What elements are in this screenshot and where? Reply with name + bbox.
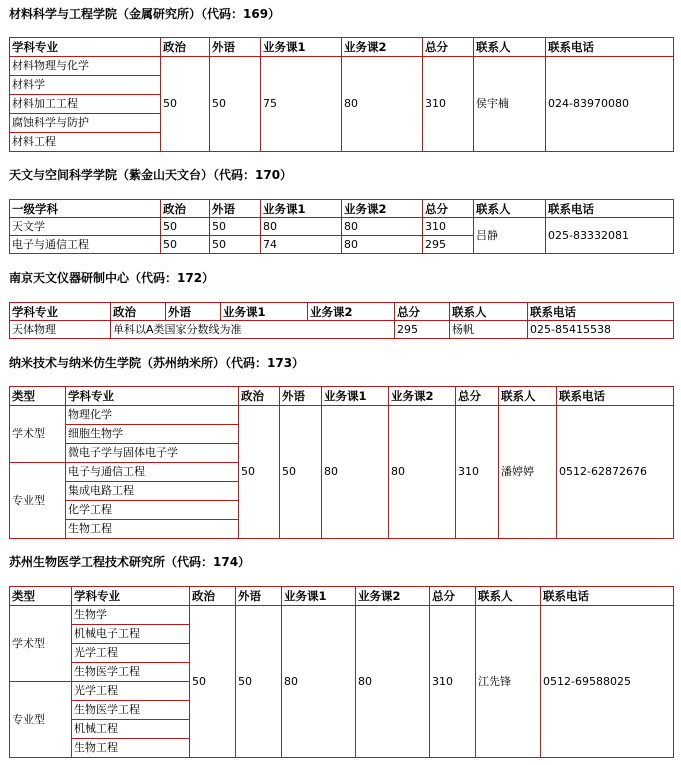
major-cell: 天体物理 xyxy=(10,321,111,339)
major-cell: 材料加工工程 xyxy=(10,95,161,114)
course1-score: 75 xyxy=(261,57,342,152)
course1-score: 80 xyxy=(261,218,342,236)
major-cell: 生物医学工程 xyxy=(72,701,190,720)
language-score: 50 xyxy=(210,236,261,254)
major-cell: 光学工程 xyxy=(72,644,190,663)
header-cell: 业务课1 xyxy=(221,303,308,321)
header-cell: 业务课1 xyxy=(261,38,342,57)
contact-person: 吕静 xyxy=(474,218,546,254)
politics-score: 50 xyxy=(239,406,280,539)
header-cell: 一级学科 xyxy=(10,200,161,218)
header-cell: 政治 xyxy=(239,387,280,406)
major-cell: 材料物理与化学 xyxy=(10,57,161,76)
contact-person: 潘婷婷 xyxy=(499,406,557,539)
section-title-172: 南京天文仪器研制中心（代码：172） xyxy=(9,271,215,285)
contact-person: 江先锋 xyxy=(476,606,541,758)
score-table-173 xyxy=(9,386,674,539)
total-score: 295 xyxy=(423,236,474,254)
language-score: 50 xyxy=(236,606,282,758)
course2-score: 80 xyxy=(342,236,423,254)
header-cell: 类型 xyxy=(10,587,72,606)
type-academic: 学术型 xyxy=(10,406,66,463)
major-cell: 生物医学工程 xyxy=(72,663,190,682)
type-professional: 专业型 xyxy=(10,463,66,539)
major-cell: 细胞生物学 xyxy=(66,425,239,444)
major-cell: 光学工程 xyxy=(72,682,190,701)
language-score: 50 xyxy=(210,57,261,152)
header-cell: 联系人 xyxy=(474,200,546,218)
contact-person: 侯宇楠 xyxy=(474,57,546,152)
major-cell: 电子与通信工程 xyxy=(66,463,239,482)
header-cell: 总分 xyxy=(423,200,474,218)
contact-person: 杨帆 xyxy=(450,321,528,339)
major-cell: 微电子学与固体电子学 xyxy=(66,444,239,463)
table-row xyxy=(10,321,674,339)
header-cell: 学科专业 xyxy=(10,303,111,321)
header-cell: 业务课2 xyxy=(342,200,423,218)
header-cell: 业务课2 xyxy=(389,387,456,406)
subject-cell: 电子与通信工程 xyxy=(10,236,161,254)
contact-phone: 024-83970080 xyxy=(546,57,674,152)
major-cell: 化学工程 xyxy=(66,501,239,520)
course1-score: 80 xyxy=(282,606,356,758)
header-cell: 类型 xyxy=(10,387,66,406)
politics-score: 50 xyxy=(161,57,210,152)
contact-phone: 025-85415538 xyxy=(528,321,674,339)
subject-cell: 天文学 xyxy=(10,218,161,236)
major-cell: 材料学 xyxy=(10,76,161,95)
header-cell: 政治 xyxy=(111,303,166,321)
table-row xyxy=(10,218,674,236)
header-cell: 业务课1 xyxy=(282,587,356,606)
table-row xyxy=(10,606,674,625)
course1-score: 74 xyxy=(261,236,342,254)
header-cell: 政治 xyxy=(190,587,236,606)
major-cell: 生物学 xyxy=(72,606,190,625)
header-cell: 总分 xyxy=(456,387,499,406)
score-table-169 xyxy=(9,37,674,152)
header-cell: 联系人 xyxy=(476,587,541,606)
table-header-row xyxy=(10,303,674,321)
header-cell: 外语 xyxy=(210,200,261,218)
header-cell: 外语 xyxy=(210,38,261,57)
major-cell: 生物工程 xyxy=(72,739,190,758)
table-header-row xyxy=(10,587,674,606)
course1-score: 80 xyxy=(322,406,389,539)
header-cell: 联系电话 xyxy=(557,387,674,406)
score-table-170 xyxy=(9,199,674,254)
table-header-row xyxy=(10,38,674,57)
major-cell: 材料工程 xyxy=(10,133,161,152)
table-header-row xyxy=(10,200,674,218)
header-cell: 学科专业 xyxy=(66,387,239,406)
course2-score: 80 xyxy=(342,57,423,152)
header-cell: 联系电话 xyxy=(546,38,674,57)
major-cell: 集成电路工程 xyxy=(66,482,239,501)
major-cell: 机械电子工程 xyxy=(72,625,190,644)
major-cell: 机械工程 xyxy=(72,720,190,739)
major-cell: 物理化学 xyxy=(66,406,239,425)
section-title-169: 材料科学与工程学院（金属研究所）（代码：169） xyxy=(9,7,281,21)
header-cell: 外语 xyxy=(166,303,221,321)
header-cell: 外语 xyxy=(236,587,282,606)
table-row xyxy=(10,57,674,76)
header-cell: 业务课2 xyxy=(308,303,395,321)
header-cell: 联系电话 xyxy=(546,200,674,218)
section-title-174: 苏州生物医学工程技术研究所（代码：174） xyxy=(9,555,251,569)
contact-phone: 025-83332081 xyxy=(546,218,674,254)
contact-phone: 0512-62872676 xyxy=(557,406,674,539)
header-cell: 学科专业 xyxy=(10,38,161,57)
section-title-173: 纳米技术与纳米仿生学院（苏州纳米所）（代码：173） xyxy=(9,356,305,370)
header-cell: 联系电话 xyxy=(541,587,674,606)
language-score: 50 xyxy=(210,218,261,236)
section-title-170: 天文与空间科学学院（紫金山天文台）（代码：170） xyxy=(9,168,293,182)
header-cell: 外语 xyxy=(280,387,322,406)
header-cell: 联系人 xyxy=(450,303,528,321)
course2-score: 80 xyxy=(342,218,423,236)
contact-phone: 0512-69588025 xyxy=(541,606,674,758)
header-cell: 联系电话 xyxy=(528,303,674,321)
type-professional: 专业型 xyxy=(10,682,72,758)
header-cell: 联系人 xyxy=(499,387,557,406)
header-cell: 业务课2 xyxy=(356,587,430,606)
header-cell: 总分 xyxy=(395,303,450,321)
header-cell: 总分 xyxy=(423,38,474,57)
politics-score: 50 xyxy=(161,218,210,236)
total-score: 310 xyxy=(423,218,474,236)
header-cell: 业务课1 xyxy=(322,387,389,406)
total-score: 310 xyxy=(423,57,474,152)
score-table-172 xyxy=(9,302,674,339)
total-score: 310 xyxy=(430,606,476,758)
header-cell: 学科专业 xyxy=(72,587,190,606)
header-cell: 政治 xyxy=(161,200,210,218)
major-cell: 腐蚀科学与防护 xyxy=(10,114,161,133)
total-score: 295 xyxy=(395,321,450,339)
header-cell: 业务课1 xyxy=(261,200,342,218)
score-note: 单科以A类国家分数线为准 xyxy=(111,321,395,339)
header-cell: 政治 xyxy=(161,38,210,57)
language-score: 50 xyxy=(280,406,322,539)
header-cell: 总分 xyxy=(430,587,476,606)
course2-score: 80 xyxy=(389,406,456,539)
score-table-174 xyxy=(9,586,674,758)
header-cell: 联系人 xyxy=(474,38,546,57)
header-cell: 业务课2 xyxy=(342,38,423,57)
course2-score: 80 xyxy=(356,606,430,758)
total-score: 310 xyxy=(456,406,499,539)
type-academic: 学术型 xyxy=(10,606,72,682)
table-header-row xyxy=(10,387,674,406)
table-row xyxy=(10,406,674,425)
politics-score: 50 xyxy=(190,606,236,758)
politics-score: 50 xyxy=(161,236,210,254)
major-cell: 生物工程 xyxy=(66,520,239,539)
